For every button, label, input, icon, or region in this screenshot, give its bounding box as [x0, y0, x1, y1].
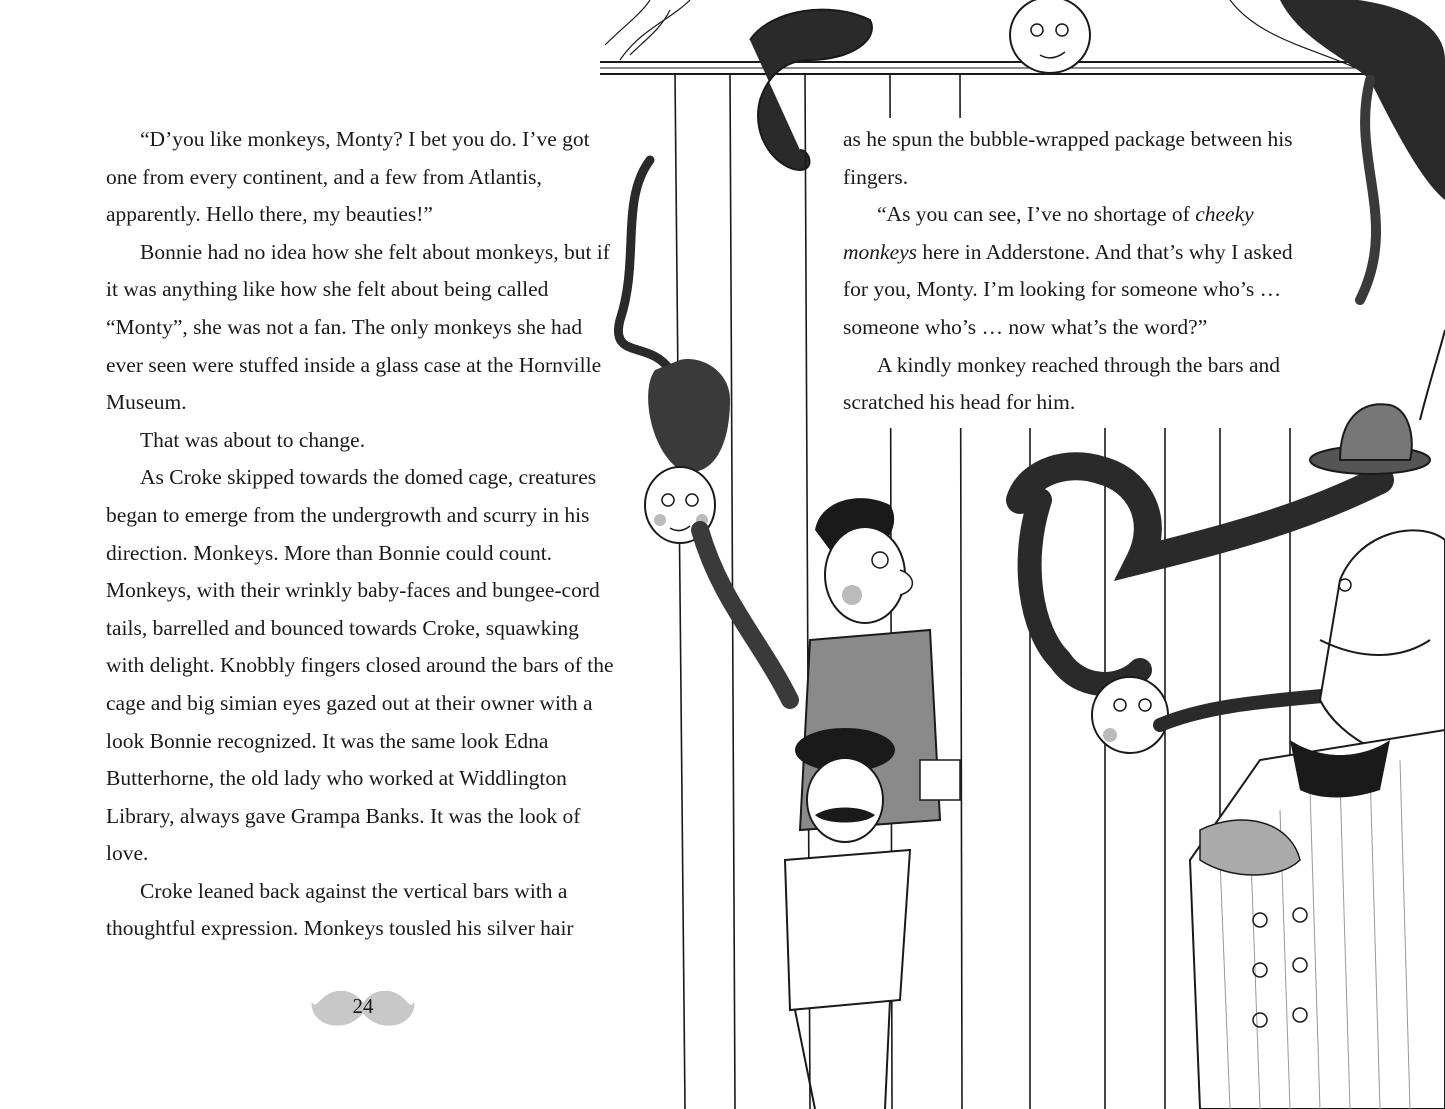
italic-text: cheeky monkeys — [843, 202, 1254, 264]
paragraph: Bonnie had no idea how she felt about monkeys, but if it was anything like how she felt about being called “Monty”, she was not a fan. The only monkeys she had ever seen were stuffed inside a glass case at the Hornville Museum. — [106, 239, 610, 415]
paragraph: “D’you like monkeys, Monty? I bet you do. I’ve got one from every continent, and a few from Atlantis, apparently. Hello there, my beauties!” — [106, 127, 590, 227]
text-span: here in Adderstone. And that’s why I asked for you, Monty. I’m looking for someone who’s … someone who’s … now what’s the word?” — [843, 239, 1293, 339]
paragraph: as he spun the bubble-wrapped package between his fingers. — [843, 127, 1293, 189]
left-page-text — [106, 121, 616, 948]
paragraph: Croke leaned back against the vertical bars with a thoughtful expression. Monkeys tousled his silver hair — [106, 878, 574, 941]
paragraph — [843, 196, 1323, 346]
page-number-label: 24 — [352, 994, 374, 1018]
right-page-text — [843, 121, 1323, 422]
page-number — [310, 985, 416, 1033]
text-span: “As you can see, I’ve no shortage of — [877, 202, 1196, 227]
paragraph: As Croke skipped towards the domed cage, creatures began to emerge from the undergrowth and scurry in his direction. Monkeys. More than Bonnie could count. Monkeys, with their wrinkly baby-faces and bungee-cord tails, barrelled and bounced towards Croke, squawking with delight. Knobbly fingers closed around the bars of the cage and big simian eyes gazed out at their owner with a look Bonnie recognized. It was the same look Edna Butterhorne, the old lady who worked at Widdlington Library, always gave Grampa Banks. It was the look of love. — [106, 465, 614, 866]
paragraph: A kindly monkey reached through the bars and scratched his head for him. — [843, 352, 1281, 415]
paragraph: That was about to change. — [140, 427, 366, 452]
